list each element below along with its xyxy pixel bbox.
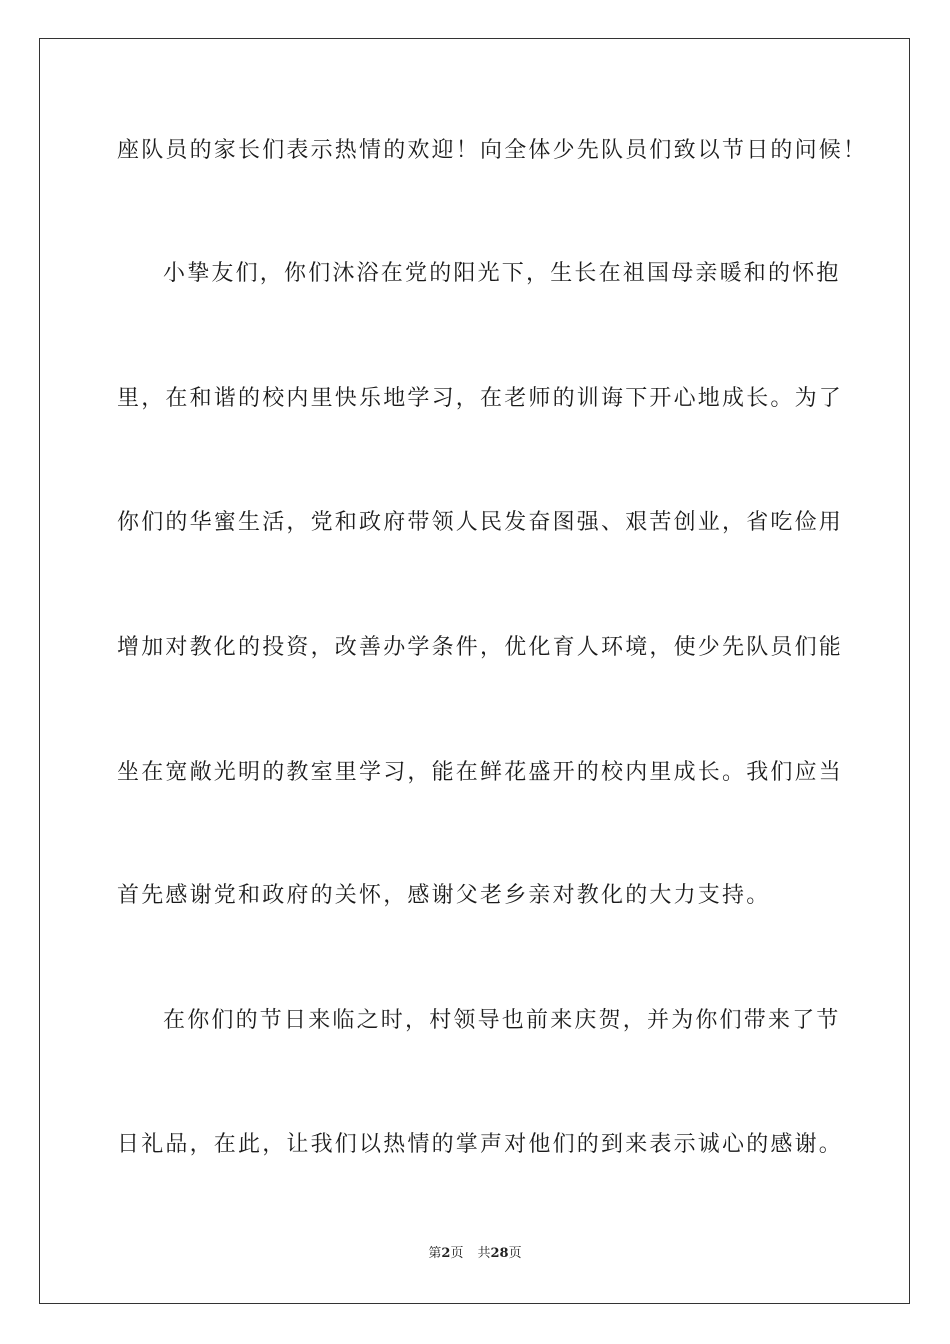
page-footer: [0, 1245, 950, 1263]
body-line-8: 在你们的节日来临之时，村领导也前来庆贺，并为你们带来了节: [163, 1008, 841, 1033]
total-suffix: 页: [508, 1246, 522, 1261]
page-prefix: 第: [428, 1246, 442, 1261]
page-suffix: 页: [450, 1246, 464, 1261]
body-line-3: 里，在和谐的校内里快乐地学习，在老师的训诲下开心地成长。为了: [117, 386, 844, 411]
body-line-1: 座队员的家长们表示热情的欢迎！向全体少先队员们致以节日的问候！: [117, 138, 868, 163]
current-page-number: 2: [441, 1246, 451, 1261]
body-line-6: 坐在宽敞光明的教室里学习，能在鲜花盛开的校内里成长。我们应当: [117, 760, 844, 785]
body-line-9: 日礼品，在此，让我们以热情的掌声对他们的到来表示诚心的感谢。: [117, 1132, 844, 1157]
body-line-7: 首先感谢党和政府的关怀，感谢父老乡亲对教化的大力支持。: [117, 883, 771, 908]
total-page-number: 28: [490, 1246, 509, 1261]
body-line-4: 你们的华蜜生活，党和政府带领人民发奋图强、艰苦创业，省吃俭用: [117, 510, 844, 535]
page-border: [39, 38, 910, 1304]
body-line-5: 增加对教化的投资，改善办学条件，优化育人环境，使少先队员们能: [117, 635, 844, 660]
body-line-2: 小挚友们，你们沐浴在党的阳光下，生长在祖国母亲暖和的怀抱: [163, 261, 841, 286]
total-prefix: 共: [477, 1246, 491, 1261]
